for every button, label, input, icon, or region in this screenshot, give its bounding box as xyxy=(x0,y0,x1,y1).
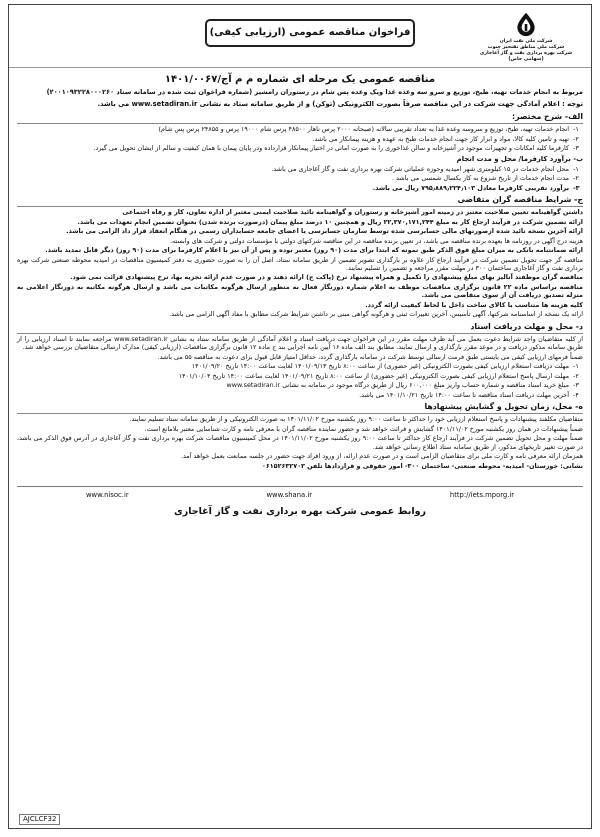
item-number: ۳- xyxy=(573,381,579,390)
item-text: آخرین مهلت دریافت اسناد مناقصه تا ساعت ۱۴:۰۰ تاریخ ۱۴۰۱/۱۰/۲۱ می باشد. xyxy=(359,390,569,399)
item-number: ۴- xyxy=(573,390,579,399)
list-item xyxy=(17,381,583,389)
list-item xyxy=(17,135,583,143)
condition-paragraph: مناقصه گر جهت تحویل تضمین شرکت در فرآیند ارجاع کار علاوه بر بارگذاری تصویر تضمین از طریق سامانه ستاد، اصل آن را به صورت حضوری به دفتر کمیسیون مناقصات در امیدیه محوطه صنعتی شرکت بهره برداری نفت و گاز آغاجاری ساختمان ۳۰۰ در مهلت مقرر مراجعه و تضمین را تسلیم نمایند. xyxy=(17,255,583,272)
item-text: برآورد تقریبی کارفرما معادل ۷۹۵٫۸۸۹٫۲۲۴٫۱۰۳ ریال می باشد. xyxy=(372,183,569,192)
tender-subject: مربوط به انجام خدمات تهیه، طبخ، توزیع و سرو سه وعده غذا ویک وعده پس شام در رستوران رامشیر (شماره فراخوان ثبت شده در سامانه ستاد ۲۰۰۱۰۹۳۲۲۸۰۰۰۲۶۰) xyxy=(46,88,583,97)
list-item xyxy=(17,165,583,173)
section-dal-body xyxy=(17,335,583,399)
contact-address: نشانی: خوزستان- امیدیه- محوطه صنعتی- ساختمان ۳۰۰- امور حقوقی و قراردادها تلفن ۰۶۱۵۲۶۳۲۷۰۳ xyxy=(261,461,583,470)
notice-title: فراخوان مناقصه عمومی (ارزیابی کیفی) xyxy=(209,27,411,39)
section-alef-title: الف- شرح مختصر: xyxy=(17,112,583,124)
item-number: ۲- xyxy=(573,174,579,183)
section-be-list xyxy=(17,165,583,192)
list-item xyxy=(17,372,583,380)
item-text: انجام خدمات تهیه، طبخ، توزیع و سروسه وعده غذا به تعداد تقریبی سالانه (صبحانه ۲۰۰۰ پرس ناهار ۴۸۵۰۰ پرس شام ۱۹۰۰۰ پرس و ۲۴۸۵۵ پرس پس شام) xyxy=(158,125,569,134)
list-item xyxy=(17,184,583,192)
condition-paragraph: ارائه آخرین نسخه تائید شده ازصورتهای مالی حسابرسی شده توسط سازمان حسابرسی یا اعضای جامعه حسابداران رسمی در هنگام انعقاد قرار داد الزامی می باشد. xyxy=(66,227,583,236)
condition-paragraph: ارائه یک نسخه از اساسنامه شرکتها، آگهی تأسیس، آخرین تغییرات ثبتی و هرگونه گواهی مبنی بر داشتن شرایط شرکت مطابق با مفاد آگهی الزامی می باشد. xyxy=(169,310,583,319)
notice-title-box xyxy=(205,19,415,47)
item-number: ۲- xyxy=(573,134,579,143)
condition-paragraph: هزینه درج آگهی در روزنامه ها بعهده برنده مناقصه می باشد، در تعیین برنده مناقصه در این مناقصه شرکتهای دولتی یا مؤسسات دولتی و شرکت های وابسته. xyxy=(169,236,583,245)
section-jim-paras xyxy=(17,208,583,318)
footer-link-nisoc[interactable]: www.nisoc.ir xyxy=(85,491,129,500)
item-number: ۱- xyxy=(573,125,579,134)
logo-line-1: شرکت ملی نفت ایران xyxy=(499,39,553,45)
section-jim-title: ج- شرایط مناقصه گران متقاضی xyxy=(17,195,583,207)
condition-paragraph: ارائه تضمین شرکت در فرآیند ارجاع کار به مبلغ ۲۲,۳۷۰,۱۷۱,۲۴۴ ریال و همچنین ۱۰ درصد مبلغ پیمان (درصورت برنده شدن) بعنوان تضمین انجام تعهدات می باشد. xyxy=(77,217,583,226)
logo-line-2: شرکت ملی مناطق نفتخیز جنوب xyxy=(487,45,565,51)
logo-line-3: شرکت بهره برداری نفت و گاز آغاجاری (سهامی خاص) xyxy=(479,51,573,63)
item-number: ۳- xyxy=(573,183,580,192)
footer-links xyxy=(17,486,583,500)
tender-title: مناقصه عمومی یک مرحله ای شماره م م آج/۱۴۰۱/۰۰۶۷ xyxy=(164,74,436,85)
item-number: ۲- xyxy=(573,371,579,380)
item-text: محل انجام خدمات در ۱۵ کیلومتری شهر امیدیه وحوزه عملیاتی شرکت بهره برداری نفت و گاز آغاجاری می باشد. xyxy=(271,164,569,173)
setad-note: توجه : اعلام آمادگی جهت شرکت در این مناقصه صرفاً بصورت الکترونیکی (توکن) و از طریق سامانه ستاد به نشانی www.setadiran.ir می باشد. xyxy=(97,99,583,108)
document-paragraph: ضمناً فرمهای ارزیابی کیفی می بایستی طبق فرمت ارسالی توسط شرکت در سامانه بارگذاری گردد، حداقل امتیاز قابل قبول برای دعوت به مناقصه ۵۵ می باشد. xyxy=(157,352,583,361)
footer-link-shana[interactable]: www.shana.ir xyxy=(266,491,313,500)
section-be-title: ب- برآورد کارفرما/ محل و مدت انجام xyxy=(456,154,583,163)
section-he-body xyxy=(17,415,583,470)
section-he-title: ه- محل، زمان تحویل و گشایش پیشنهادها xyxy=(17,402,583,414)
condition-paragraph: مناقصه گران موظفند آنالیز بهای مبلغ پیشنهادی را تکمیل و همراه پیشنهاد نرخ (پاکت ج) ارائه دهند و در صورت عدم ارائه تجزیه بها، نرخ پیشنهادی قرائت نمی شود. xyxy=(70,273,583,282)
submission-paragraph: متقاضیان مکلفند پیشنهادات و پاسخ استعلام ارزیابی خود را حداکثر تا ساعت ۹:۰۰ روز یکشنبه مورخ ۱۴۰۱/۱۱/۰۲ به صورت الکترونیکی و از طریق سامانه ستاد تسلیم نمایند. xyxy=(129,415,583,424)
item-text: تهیه و تامین کلیه کالا، مواد و ابزار کار جهت انجام خدمات طبخ به عهده و هزینه پیمانکار می باشد. xyxy=(312,134,569,143)
section-dal-title: د- محل و مهلت دریافت اسناد xyxy=(17,322,583,334)
oil-company-emblem-icon xyxy=(513,11,539,37)
item-number: ۱- xyxy=(573,164,579,173)
item-number: ۳- xyxy=(573,144,579,153)
notice-content xyxy=(9,68,591,519)
submission-paragraph: ضمناً پیشنهادات در همان روز یکشنبه مورخ ۱۴۰۱/۱۱/۰۲ گشایش و قرائت خواهد شد و حضور نماینده مناقصه گران با معرفی نامه و کارت شناسایی معتبر بلامانع است. xyxy=(144,424,583,433)
section-alef-list xyxy=(17,125,583,152)
item-text: کارفرما کلیه امکانات و تجهیزات موجود در آشپزخانه و سالن غذاخوری را به صورت امانی در اختیار پیمانکار قرارداده ودر پایان پیمان با همان کیفیت و سالم از ایشان تحویل می گیرد. xyxy=(93,144,569,153)
condition-paragraph: داشتن گواهینامه تعیین صلاحیت معتبر در زمینه امور آشپزخانه و رستوران و گواهینامه تائید صلاحیت ایمنی معتبر از اداره تعاون، کار و رفاه اجتماعی xyxy=(122,208,583,217)
item-number: ۱- xyxy=(573,362,579,371)
item-text: مهلت دریافت استعلام ارزیابی کیفی بصورت الکترونیکی (غیر حضوری) از ساعت ۸:۰۰ تاریخ ۱۴۰۱/۰۹/۱۳ لغایت ساعت ۱۴:۰۰ تاریخ ۱۴۰۱/۰۹/۲۰ xyxy=(191,362,569,371)
list-item xyxy=(17,144,583,152)
company-logo xyxy=(471,11,581,63)
tender-notice-page xyxy=(8,4,592,829)
list-item xyxy=(17,125,583,133)
item-text: مهلت ارسال پاسخ استعلام ارزیابی کیفی بصورت الکترونیکی (غیر حضوری) از ساعت ۸:۰۰ تاریخ ۱۴۰۱/۰۹/۲۱ لغایت ساعت ۱۴:۰۰ تاریخ ۱۴۰۱/۱۰/۰۴ xyxy=(178,371,569,380)
list-item xyxy=(17,362,583,370)
submission-paragraph: ضمناً مهلت و محل تحویل تضمین شرکت در فرآیند ارجاع کار حداکثر تا ساعت ۹:۰۰ روز یکشنبه مورخ ۱۴۰۱/۱۱/۰۲ در محل کمیسیون مناقصات شرکت بهره برداری نفت و گاز آغاجاری در آدرس فوق الذکر می باشد، در صورت تغییر تاریخهای مذکور، از طریق سامانه ستاد اطلاع رسانی خواهد شد. xyxy=(17,434,583,451)
list-item xyxy=(17,174,583,182)
list-item xyxy=(17,391,583,399)
notice-header xyxy=(9,5,591,68)
public-relations-signature: روابط عمومی شرکت بهره برداری نفت و گاز آغاجاری xyxy=(174,506,426,518)
condition-paragraph: کلیه هزینه ها متناسب با کالای ساخت داخل با لحاظ کیفیت ارائه گردد. xyxy=(365,300,583,309)
document-paragraph: از کلیه متقاضیان واجد شرایط دعوت بعمل می آید ظرف مهلت مقرر در این فراخوان جهت دریافت اسناد و اعلام آمادگی از طریق سامانه ستاد به نشانی www.setadiran.ir مراجعه نمایند تا اسناد ارزیابی را از طریق سامانه مذکور دریافت و در موعد مقرر بارگذاری و ارسال نمایند. مطابق بند الف ماده ۱۶ آیین نامه اجرایی بند ج ماده ۱۲ قانون برگزاری مناقصات (ارزیابی کیفی) مدارک ارسالی متقاضیان بررسی خواهد شد. xyxy=(17,334,584,352)
notice-code: AJCLCF32 xyxy=(19,814,60,825)
submission-paragraph: همزمان ارائه معرفی نامه و کارت ملی برای متقاضیان الزامی است و در صورت عدم ارائه، از ورود افراد جهت حضور در جلسه ممانعت بعمل خواهد آمد. xyxy=(180,452,583,461)
item-text: مبلغ خرید اسناد مناقصه و شماره حساب واریز مبلغ ۶۰۰,۰۰۰ ریال از طریق درگاه موجود در سامانه به نشانی www.setadiran.ir xyxy=(226,381,569,390)
item-text: مدت انجام خدمات از تاریخ شروع به کار یکسال شمسی می باشد . xyxy=(392,174,569,183)
condition-paragraph: مناقصه براساس ماده ۲۲ قانون برگزاری مناقصات موظف به اعلام شماره دورنگار فعال به منظور ارسال هرگونه مکاتبات می باشد و ارسال هرگونه مکاتبه به دورنگار اعلامی به منزله تصدیق دریافت آن از سوی متقاضی می باشد. xyxy=(17,282,583,300)
footer-link-iets[interactable]: http://iets.mporg.ir xyxy=(449,491,515,500)
condition-paragraph: ارائه ضمانتنامه بانکی به میزان مبلغ فوق الذکر طبق نمونه که ابتدا برای مدت (۹۰ روز) معتبر بوده و پس از آن نیز با اعلام کارفرما برای مدت (۹۰ روز) دیگر قابل تمدید باشد. xyxy=(45,246,583,255)
